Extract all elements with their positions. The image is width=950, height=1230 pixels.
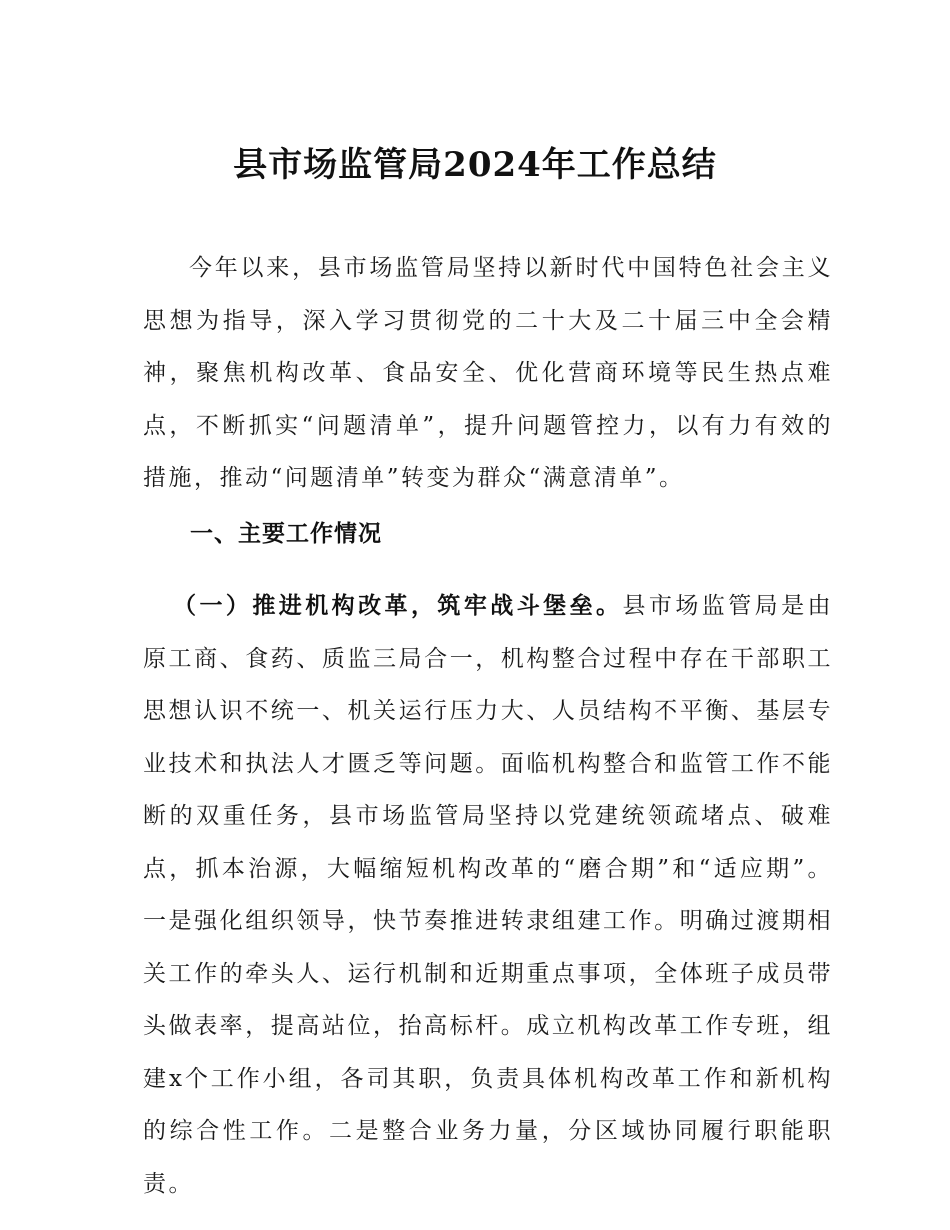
intro-paragraph: 今年以来，县市场监管局坚持以新时代中国特色社会主义思想为指导，深入学习贯彻党的二十大及二十届三中全会精神，聚焦机构改革、食品安全、优化营商环境等民生热点难点，不断抓实“问题清单”，提升问题管控力，以有力有效的措施，推动“问题清单”转变为群众“满意清单”。 — [143, 255, 833, 491]
subsection-body: 县市场监管局是由原工商、食药、质监三局合一，机构整合过程中存在干部职工思想认识不统一、机关运行压力大、人员结构不平衡、基层专业技术和执法人才匮乏等问题。面临机构整合和监管工作不能断的双重任务，县市场监管局坚持以党建统领疏堵点、破难点，抓本治源，大幅缩短机构改革的“磨合期”和“适应期”。一是强化组织领导，快节奏推进转隶组建工作。明确过渡期相关工作的牵头人、运行机制和近期重点事项，全体班子成员带头做表率，提高站位，抬高标杆。成立机构改革工作专班，组建x个工作小组，各司其职，负责具体机构改革工作和新机构的综合性工作。二是整合业务力量，分区域协同履行职能职责。 — [143, 593, 833, 1197]
subsection-lead: （一）推进机构改革，筑牢战斗堡垒。 — [173, 593, 623, 619]
subsection-paragraph-reform — [143, 580, 833, 1210]
section-heading-main-work: 一、主要工作情况 — [190, 521, 382, 547]
document-title: 县市场监管局2024年工作总结 — [233, 144, 717, 185]
